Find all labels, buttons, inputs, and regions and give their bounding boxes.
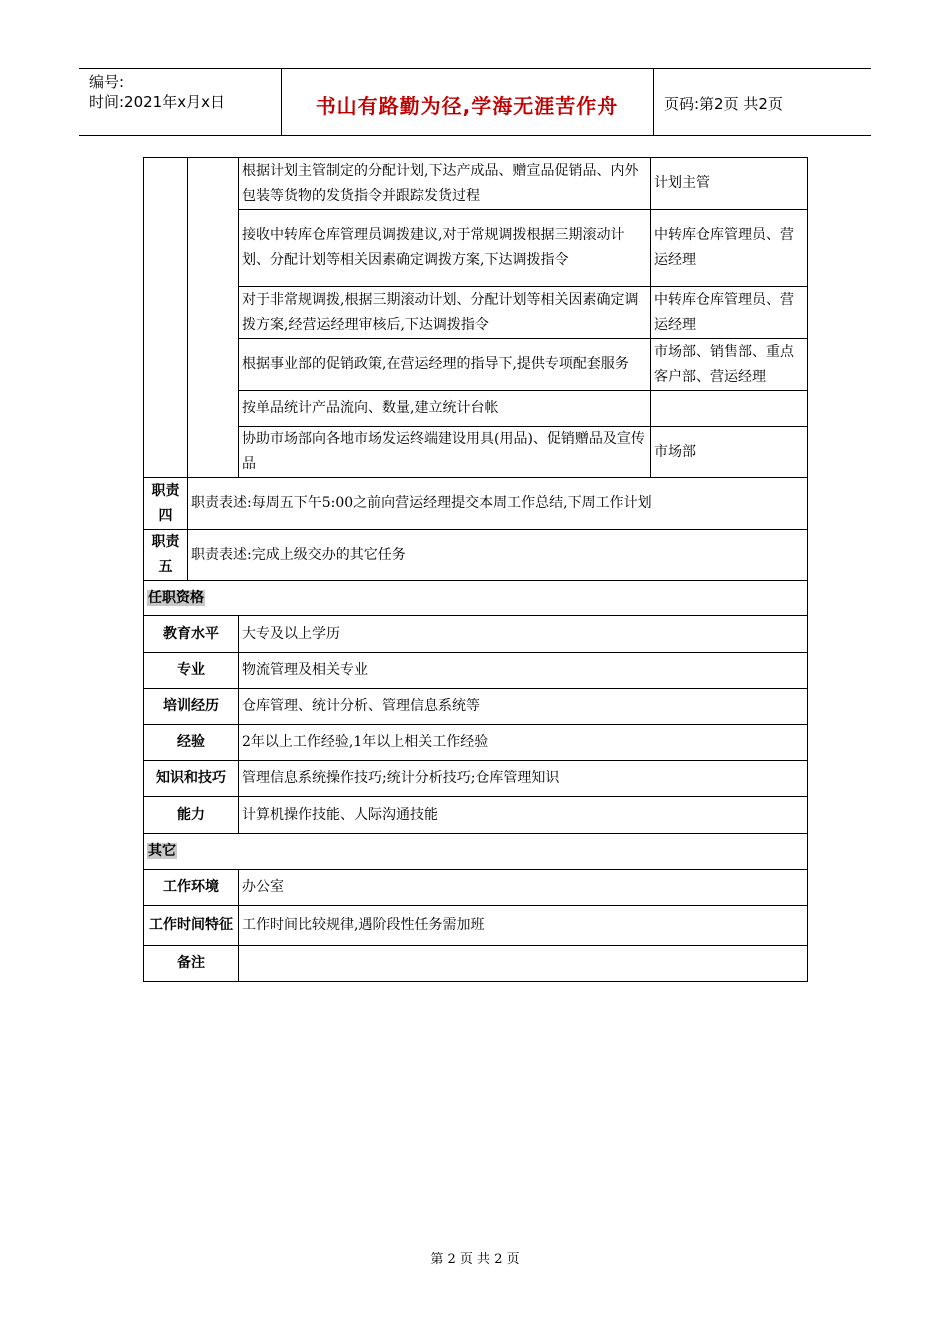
qualification-row [144, 689, 808, 725]
other-row [144, 870, 808, 906]
qualification-value: 大专及以上学历 [239, 616, 808, 653]
task-description: 根据事业部的促销政策,在营运经理的指导下,提供专项配套服务 [239, 339, 651, 391]
duty-label: 职责五 [144, 530, 188, 581]
qualification-row [144, 616, 808, 653]
duty-label-cell [144, 158, 188, 478]
task-description: 协助市场部向各地市场发运终端建设用具(用品)、促销赠品及宣传品 [239, 427, 651, 478]
qualification-value: 管理信息系统操作技巧;统计分析技巧;仓库管理知识 [239, 761, 808, 797]
duty-row [144, 478, 808, 530]
qualification-label: 知识和技巧 [144, 761, 239, 797]
section-heading-row [144, 581, 808, 616]
qualification-label: 专业 [144, 653, 239, 689]
task-row [144, 339, 808, 391]
other-row [144, 906, 808, 946]
section-title-other: 其它 [148, 843, 176, 859]
header-motto: 书山有路勤为径,学海无涯苦作舟 [315, 94, 619, 118]
duty-sublabel-cell [188, 158, 239, 478]
task-description: 按单品统计产品流向、数量,建立统计台帐 [239, 391, 651, 427]
task-row [144, 210, 808, 287]
task-responsible-party: 市场部、销售部、重点客户部、营运经理 [651, 339, 808, 391]
other-label: 工作时间特征 [144, 906, 239, 946]
task-responsible-party [651, 391, 808, 427]
header-bottom-rule [79, 135, 871, 136]
qualification-row [144, 725, 808, 761]
task-responsible-party: 计划主管 [651, 158, 808, 210]
other-value [239, 946, 808, 982]
duty-text: 职责表述:完成上级交办的其它任务 [188, 530, 808, 581]
task-responsible-party: 中转库仓库管理员、营运经理 [651, 287, 808, 339]
document-date-label: 时间:2021年x月x日 [89, 93, 225, 111]
page-indicator: 页码:第2页 共2页 [664, 95, 783, 113]
qualification-row [144, 797, 808, 834]
other-row [144, 946, 808, 982]
qualification-label: 经验 [144, 725, 239, 761]
section-title-qualifications: 任职资格 [148, 589, 204, 606]
page-footer: 第 2 页 共 2 页 [430, 1252, 520, 1267]
task-row [144, 391, 808, 427]
qualification-value: 物流管理及相关专业 [239, 653, 808, 689]
other-value: 工作时间比较规律,遇阶段性任务需加班 [239, 906, 808, 946]
header-top-rule [79, 68, 871, 69]
qualification-label: 培训经历 [144, 689, 239, 725]
qualification-row [144, 761, 808, 797]
other-label: 备注 [144, 946, 239, 982]
section-heading-row [144, 834, 808, 870]
qualification-label: 能力 [144, 797, 239, 834]
task-description: 根据计划主管制定的分配计划,下达产成品、赠宣品促销品、内外包装等货物的发货指令并跟踪发货过程 [239, 158, 651, 210]
qualification-value: 计算机操作技能、人际沟通技能 [239, 797, 808, 834]
qualification-row [144, 653, 808, 689]
task-description: 对于非常规调拨,根据三期滚动计划、分配计划等相关因素确定调拨方案,经营运经理审核后,下达调拨指令 [239, 287, 651, 339]
other-label: 工作环境 [144, 870, 239, 906]
task-row [144, 158, 808, 210]
qualification-value: 仓库管理、统计分析、管理信息系统等 [239, 689, 808, 725]
duty-row [144, 530, 808, 581]
task-row [144, 287, 808, 339]
task-responsible-party: 中转库仓库管理员、营运经理 [651, 210, 808, 287]
duty-label: 职责四 [144, 478, 188, 530]
qualification-value: 2年以上工作经验,1年以上相关工作经验 [239, 725, 808, 761]
task-responsible-party: 市场部 [651, 427, 808, 478]
duty-text: 职责表述:每周五下午5:00之前向营运经理提交本周工作总结,下周工作计划 [188, 478, 808, 530]
task-description: 接收中转库仓库管理员调拨建议,对于常规调拨根据三期滚动计划、分配计划等相关因素确定调拨方案,下达调拨指令 [239, 210, 651, 287]
job-description-table [143, 157, 807, 982]
task-row [144, 427, 808, 478]
document-number-label: 编号: [89, 73, 125, 91]
header-divider-right [653, 68, 654, 135]
other-value: 办公室 [239, 870, 808, 906]
qualification-label: 教育水平 [144, 616, 239, 653]
